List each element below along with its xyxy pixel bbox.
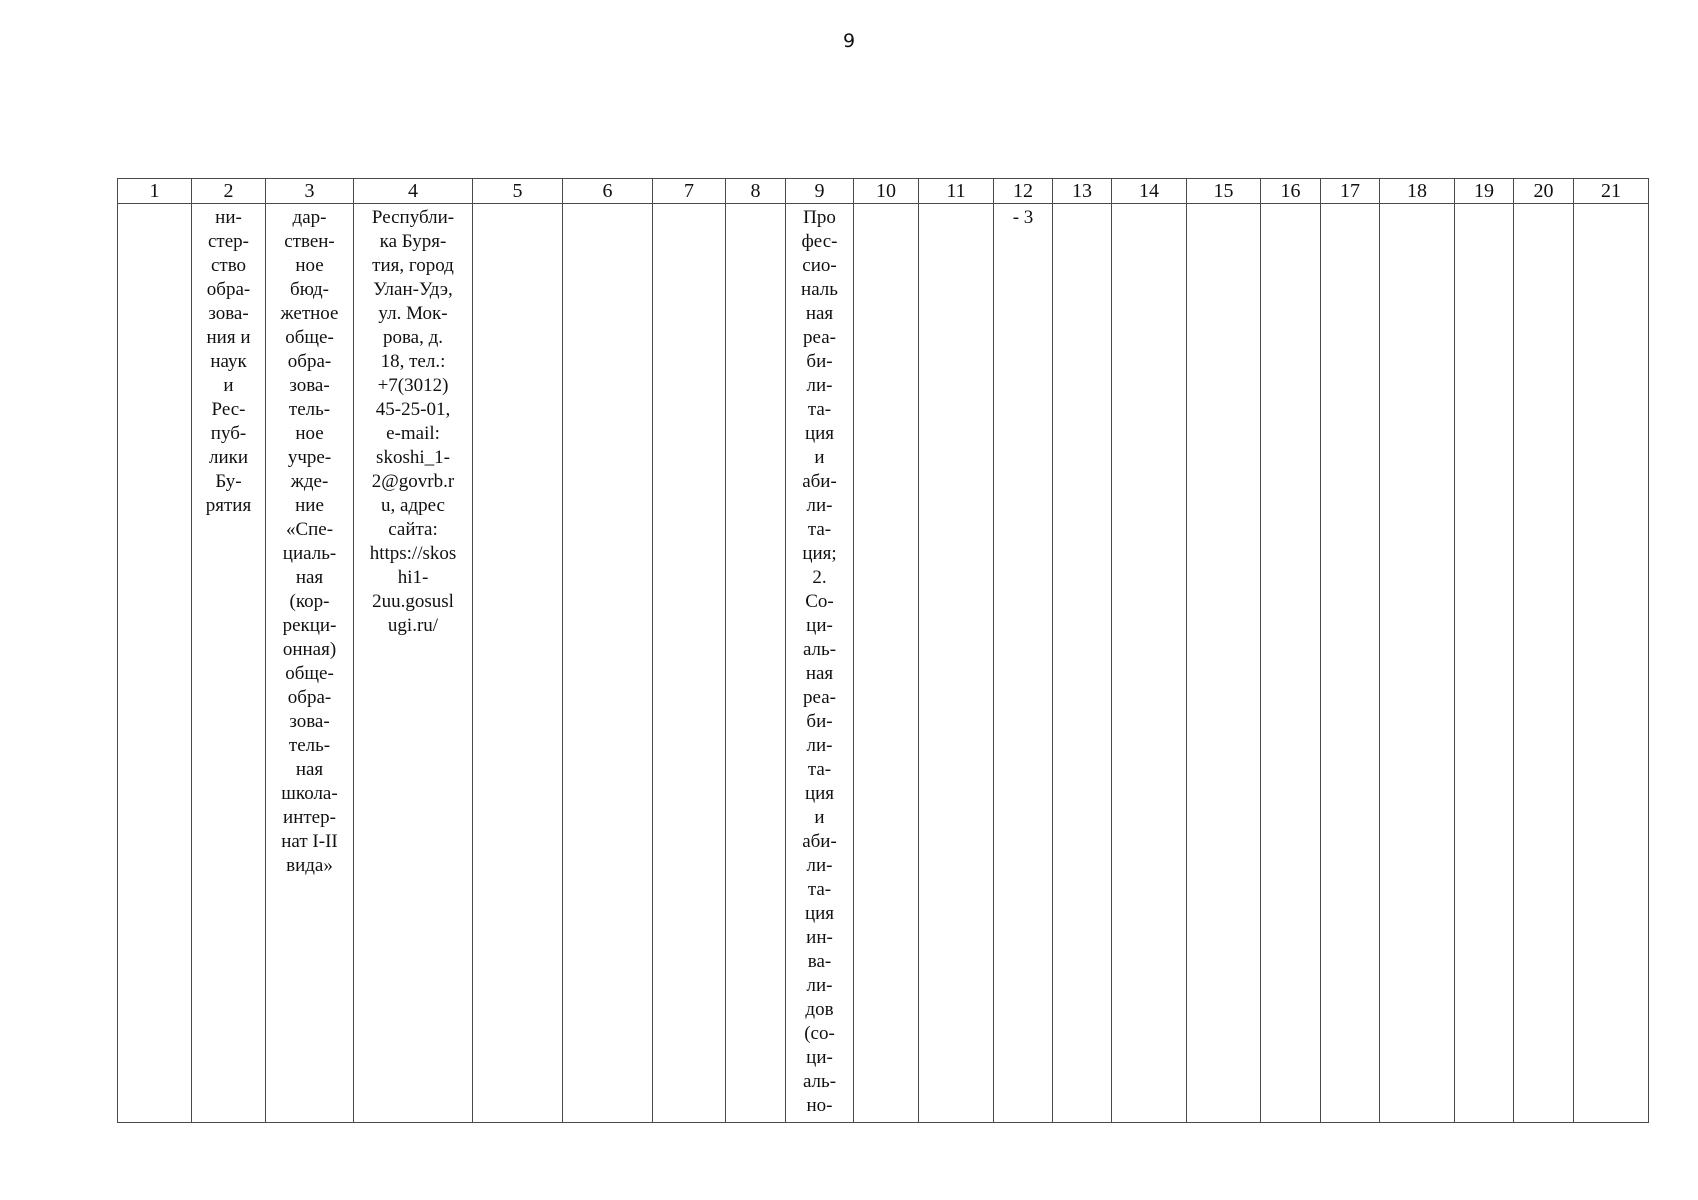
header-row	[118, 179, 1649, 204]
column-header: 9	[786, 179, 854, 204]
column-header: 16	[1261, 179, 1321, 204]
column-header: 3	[266, 179, 354, 204]
table-cell	[1380, 204, 1455, 1123]
table-cell	[354, 204, 473, 1123]
table-cell	[473, 204, 563, 1123]
table-cell	[726, 204, 786, 1123]
table-cell	[1112, 204, 1187, 1123]
column-header: 4	[354, 179, 473, 204]
column-header: 1	[118, 179, 192, 204]
column-header: 2	[192, 179, 266, 204]
cell-text: дар- ствен- ное бюд- жетное обще- обра- зова- тель- ное учре- жде- ние «Спе- циаль- ная (кор- рекци- онная) обще- обра- зова- тель- ная школа- интер- нат I-II вида»	[280, 207, 339, 876]
table-cell	[1187, 204, 1261, 1123]
table-cell	[192, 204, 266, 1123]
column-header: 13	[1053, 179, 1112, 204]
cell-text: ни- стер- ство обра- зова- ния и наук и Рес- пуб- лики Бу- рятия	[205, 207, 252, 516]
table-cell	[1321, 204, 1380, 1123]
table-cell	[1053, 204, 1112, 1123]
column-header: 21	[1574, 179, 1649, 204]
column-header: 5	[473, 179, 563, 204]
column-header: 20	[1514, 179, 1574, 204]
cell-text: Про фес- сио- наль ная реа- би- ли- та- ция и аби- ли- та- ция; 2. Со- ци- аль- ная реа- би- ли- та- ция и аби- ли- та- ция ин- ва- ли- дов (со- ци- аль- но-	[801, 207, 838, 1116]
table-row	[118, 204, 1649, 1123]
column-header: 11	[919, 179, 994, 204]
cell-text: Республи- ка Буря- тия, город Улан-Удэ, ул. Мок- рова, д. 18, тел.: +7(3012) 45-25-01, e-mail: skoshi_1- 2@govrb.r u, адрес сайта: https://skos hi1- 2uu.gosusl ugi.ru/	[369, 207, 457, 636]
column-header: 10	[854, 179, 919, 204]
data-table	[117, 178, 1649, 1123]
column-header: 7	[653, 179, 726, 204]
cell-text: - 3	[1012, 207, 1034, 228]
table-cell	[1261, 204, 1321, 1123]
table-cell	[563, 204, 653, 1123]
column-header: 17	[1321, 179, 1380, 204]
table-cell	[266, 204, 354, 1123]
column-header: 19	[1455, 179, 1514, 204]
table-cell	[919, 204, 994, 1123]
table-cell	[1574, 204, 1649, 1123]
table-cell	[854, 204, 919, 1123]
column-header: 18	[1380, 179, 1455, 204]
table-cell	[1455, 204, 1514, 1123]
table-cell	[653, 204, 726, 1123]
table-cell	[994, 204, 1053, 1123]
page-number: 9	[842, 30, 856, 52]
column-header: 8	[726, 179, 786, 204]
table-cell	[786, 204, 854, 1123]
table-cell	[1514, 204, 1574, 1123]
table-cell	[118, 204, 192, 1123]
column-header: 14	[1112, 179, 1187, 204]
column-header: 15	[1187, 179, 1261, 204]
column-header: 6	[563, 179, 653, 204]
column-header: 12	[994, 179, 1053, 204]
